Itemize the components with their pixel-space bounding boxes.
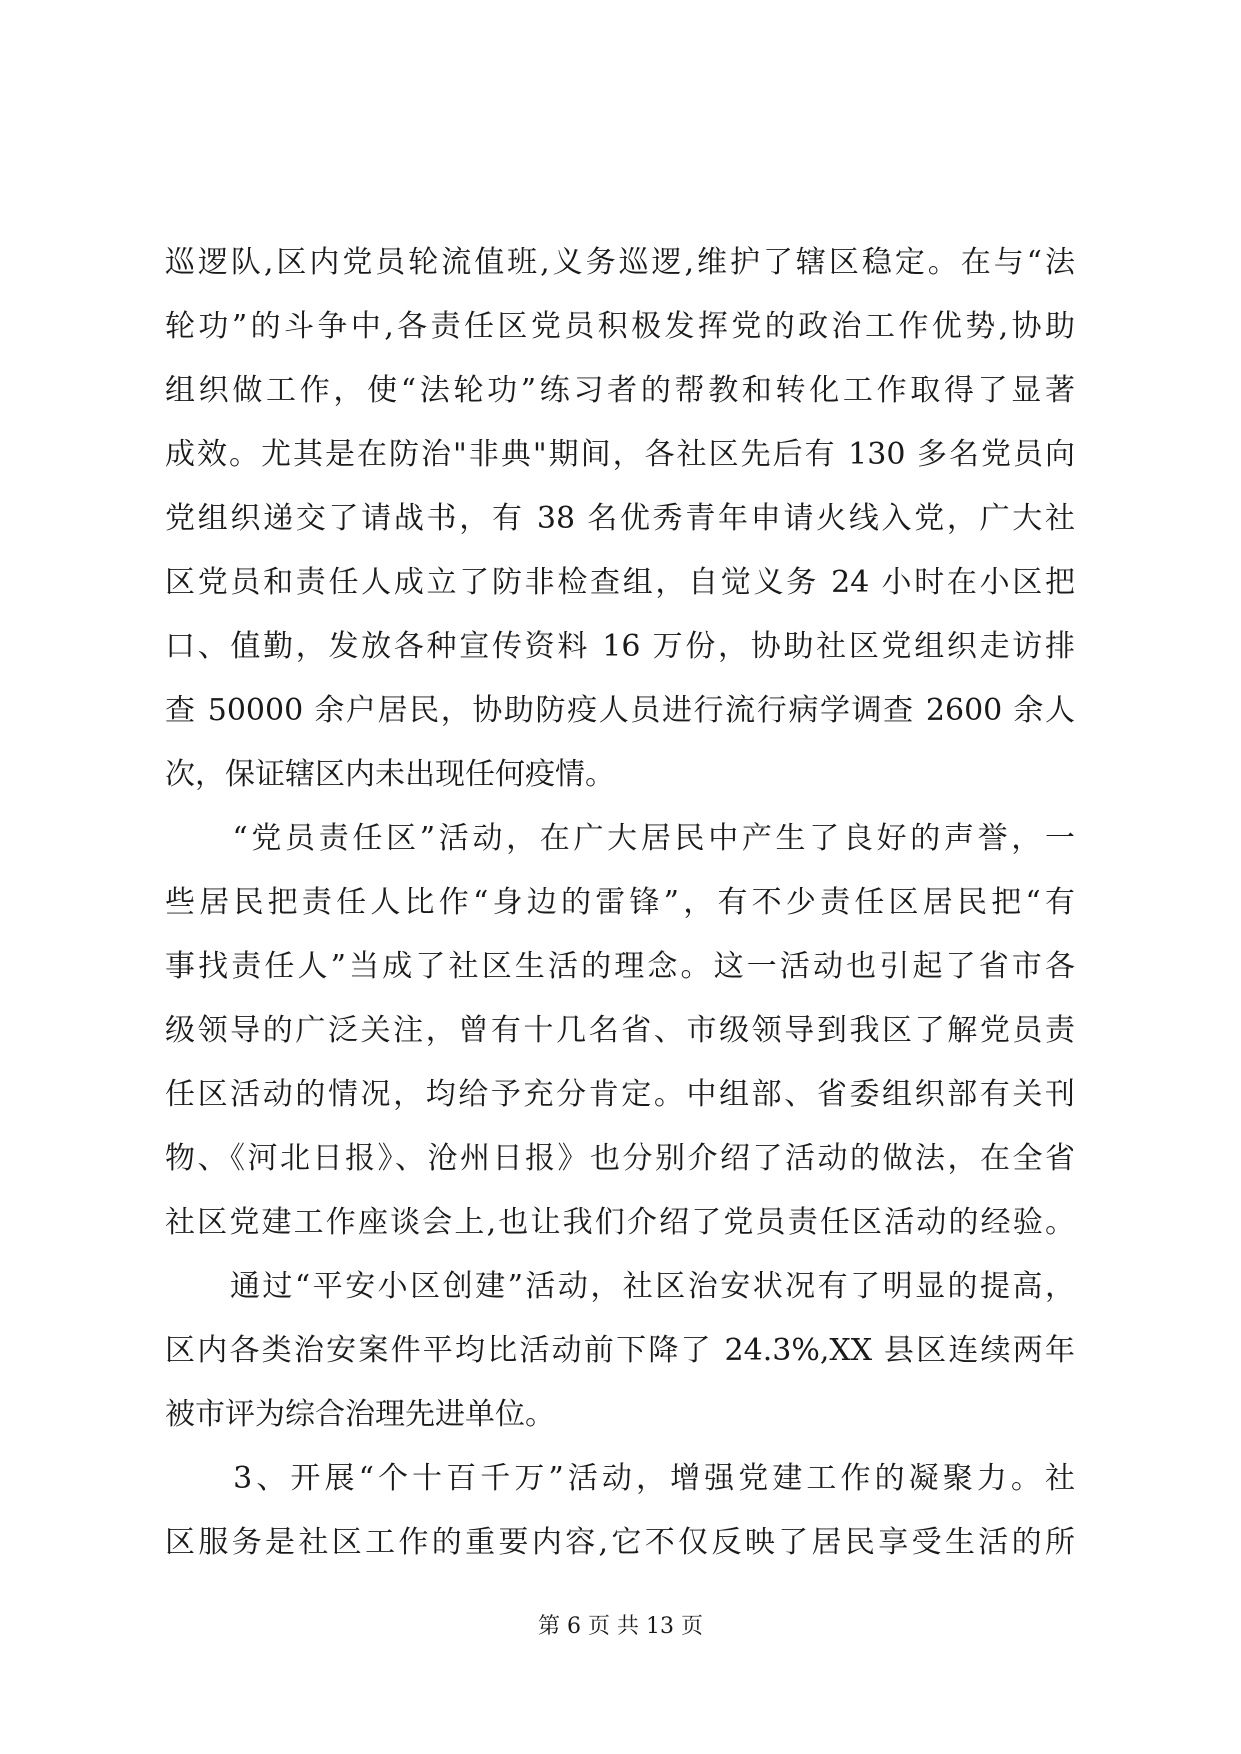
text-line: 物、《河北日报》、沧州日报》也分别介绍了活动的做法，在全省 [165, 1141, 1075, 1176]
text-line: 区党员和责任人成立了防非检查组，自觉义务 24 小时在小区把 [165, 565, 1075, 600]
text-line: 任区活动的情况，均给予充分肯定。中组部、省委组织部有关刊 [165, 1077, 1075, 1112]
text-line: 些居民把责任人比作“身边的雷锋”，有不少责任区居民把“有 [165, 885, 1075, 920]
text-line: 区内各类治安案件平均比活动前下降了 24.3%,XX 县区连续两年 [165, 1333, 1075, 1368]
text-line: 通过“平安小区创建”活动，社区治安状况有了明显的提高， [165, 1269, 1075, 1304]
text-line: 成效。尤其是在防治"非典"期间，各社区先后有 130 多名党员向 [165, 437, 1075, 472]
text-line: 巡逻队,区内党员轮流值班,义务巡逻,维护了辖区稳定。在与“法 [165, 245, 1075, 280]
page-number: 第 6 页 共 13 页 [538, 1614, 703, 1639]
text-line: 口、值勤，发放各种宣传资料 16 万份，协助社区党组织走访排 [165, 629, 1075, 664]
text-line: 区服务是社区工作的重要内容,它不仅反映了居民享受生活的所 [165, 1525, 1075, 1560]
text-line: 次，保证辖区内未出现任何疫情。 [165, 757, 615, 792]
text-line: 3、开展“个十百千万”活动，增强党建工作的凝聚力。社 [165, 1461, 1075, 1496]
text-line: 事找责任人”当成了社区生活的理念。这一活动也引起了省市各 [165, 949, 1075, 984]
text-line: 查 50000 余户居民，协助防疫人员进行流行病学调查 2600 余人 [165, 693, 1075, 728]
page-footer [0, 1613, 1241, 1641]
text-line: 级领导的广泛关注，曾有十几名省、市级领导到我区了解党员责 [165, 1013, 1075, 1048]
body-text [165, 231, 1075, 1575]
text-line: 被市评为综合治理先进单位。 [165, 1397, 555, 1432]
text-line: 党组织递交了请战书，有 38 名优秀青年申请火线入党，广大社 [165, 501, 1075, 536]
text-line: “党员责任区”活动，在广大居民中产生了良好的声誉，一 [165, 821, 1075, 856]
text-line: 社区党建工作座谈会上,也让我们介绍了党员责任区活动的经验。 [165, 1205, 1075, 1240]
text-line: 组织做工作，使“法轮功”练习者的帮教和转化工作取得了显著 [165, 373, 1075, 408]
text-line: 轮功”的斗争中,各责任区党员积极发挥党的政治工作优势,协助 [165, 309, 1075, 344]
